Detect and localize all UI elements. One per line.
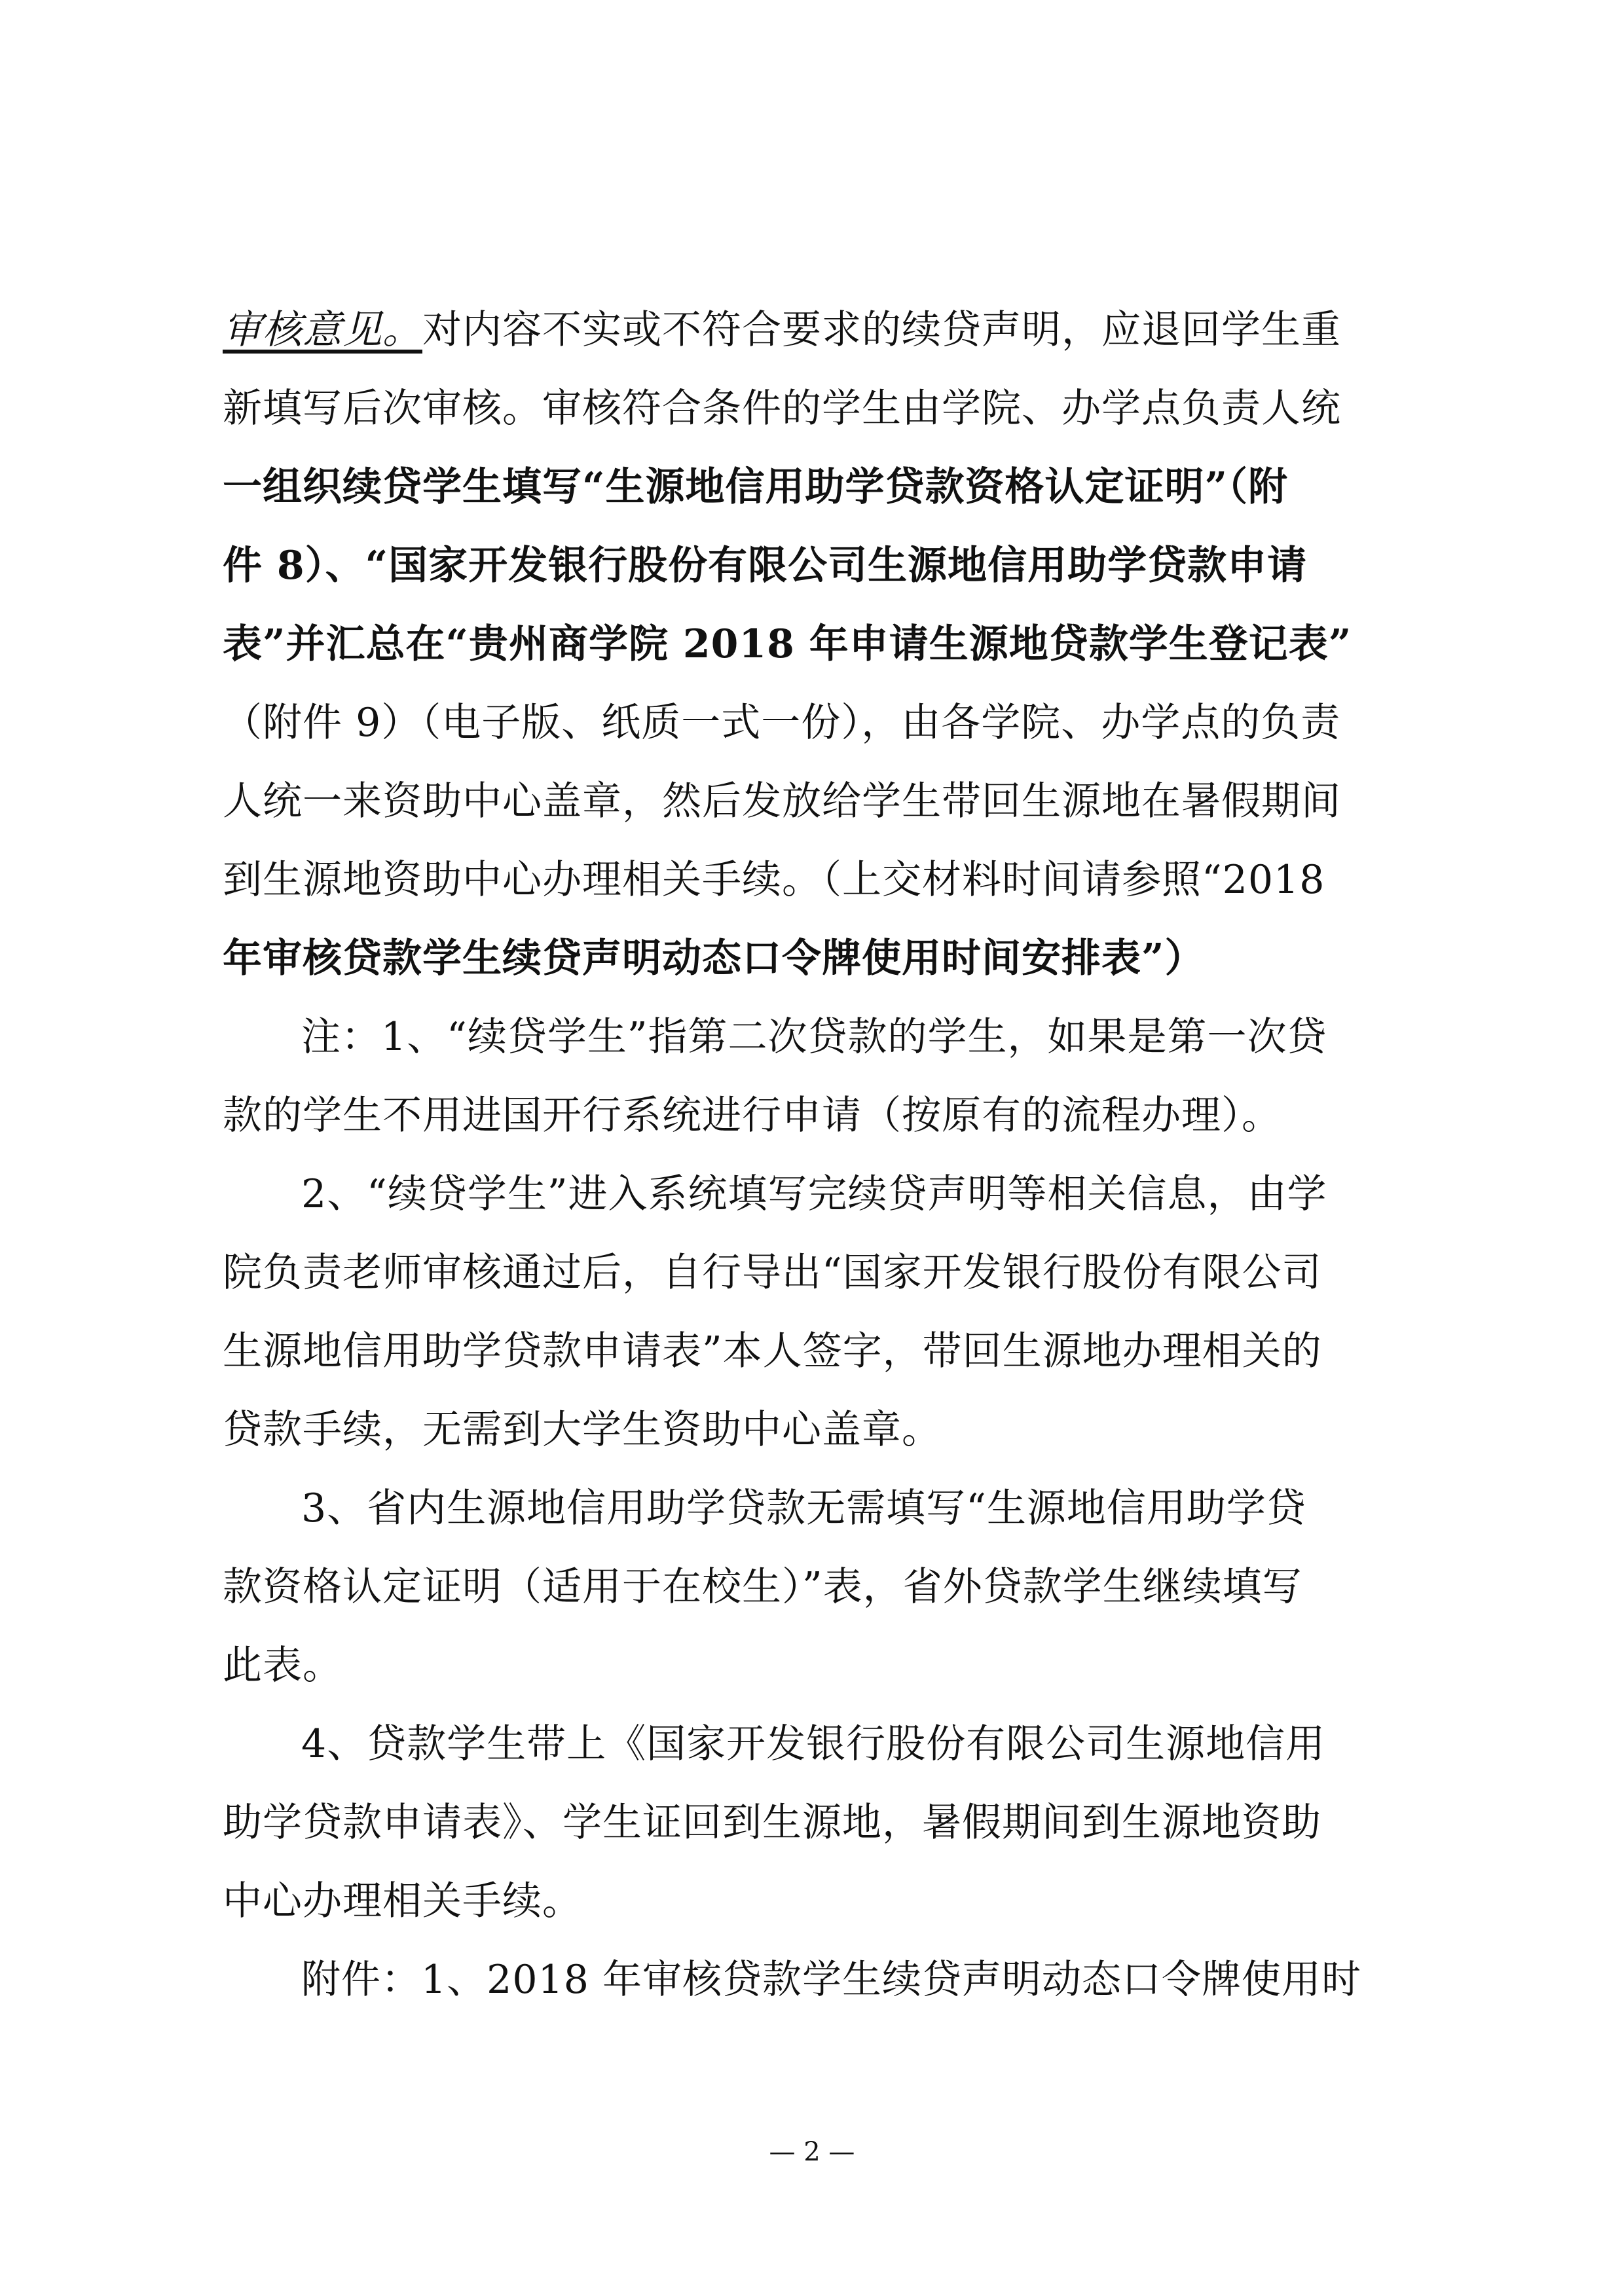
line-text: 对内容不实或不符合要求的续贷声明，应退回学生重 (422, 307, 1341, 353)
paragraph-line: 表”并汇总在“贵州商学院 2018 年申请生源地贷款学生登记表” (223, 621, 1352, 667)
paragraph-line: （附件 9）（电子版、纸质一式一份），由各学院、办学点的负责 (223, 700, 1341, 746)
paragraph-line (223, 304, 1414, 356)
note-4-line: 4、贷款学生带上《国家开发银行股份有限公司生源地信用 (301, 1721, 1326, 1767)
note-2-line: 院负责老师审核通过后，自行导出“国家开发银行股份有限公司 (223, 1250, 1322, 1296)
page-number: — 2 — (769, 2137, 855, 2167)
note-1-line: 款的学生不用进国开行系统进行申请（按原有的流程办理）。 (223, 1093, 1282, 1139)
paragraph-line: 到生源地资助中心办理相关手续。（上交材料时间请参照“2018 (223, 857, 1325, 903)
note-2-line: 生源地信用助学贷款申请表”本人签字，带回生源地办理相关的 (223, 1328, 1322, 1374)
note-1-line: 注：1、“续贷学生”指第二次贷款的学生，如果是第一次贷 (301, 1014, 1327, 1060)
note-4-line: 中心办理相关手续。 (223, 1878, 582, 1924)
paragraph-line: 年审核贷款学生续贷声明动态口令牌使用时间安排表”） (223, 936, 1205, 981)
note-2-line: 贷款手续，无需到大学生资助中心盖章。 (223, 1407, 942, 1453)
paragraph-line: 件 8）、“国家开发银行股份有限公司生源地信用助学贷款申请 (223, 543, 1308, 589)
note-3-line: 此表。 (223, 1643, 342, 1688)
paragraph-line: 新填写后次审核。审核符合条件的学生由学院、办学点负责人统 (223, 386, 1341, 431)
paragraph-line: 一组织续贷学生填写“生源地信用助学贷款资格认定证明”（附 (223, 464, 1289, 510)
note-3-line: 3、省内生源地信用助学贷款无需填写“生源地信用助学贷 (301, 1485, 1306, 1531)
note-4-line: 助学贷款申请表》、学生证回到生源地，暑假期间到生源地资助 (223, 1800, 1321, 1846)
note-3-line: 款资格认定证明（适用于在校生）”表，省外贷款学生继续填写 (223, 1564, 1302, 1610)
emphasized-phrase: 审核意见。 (223, 307, 422, 353)
paragraph-line: 人统一来资助中心盖章，然后发放给学生带回生源地在暑假期间 (223, 778, 1341, 824)
attachments-line: 附件：1、2018 年审核贷款学生续贷声明动态口令牌使用时 (301, 1957, 1361, 2003)
note-2-line: 2、“续贷学生”进入系统填写完续贷声明等相关信息，由学 (301, 1171, 1327, 1217)
